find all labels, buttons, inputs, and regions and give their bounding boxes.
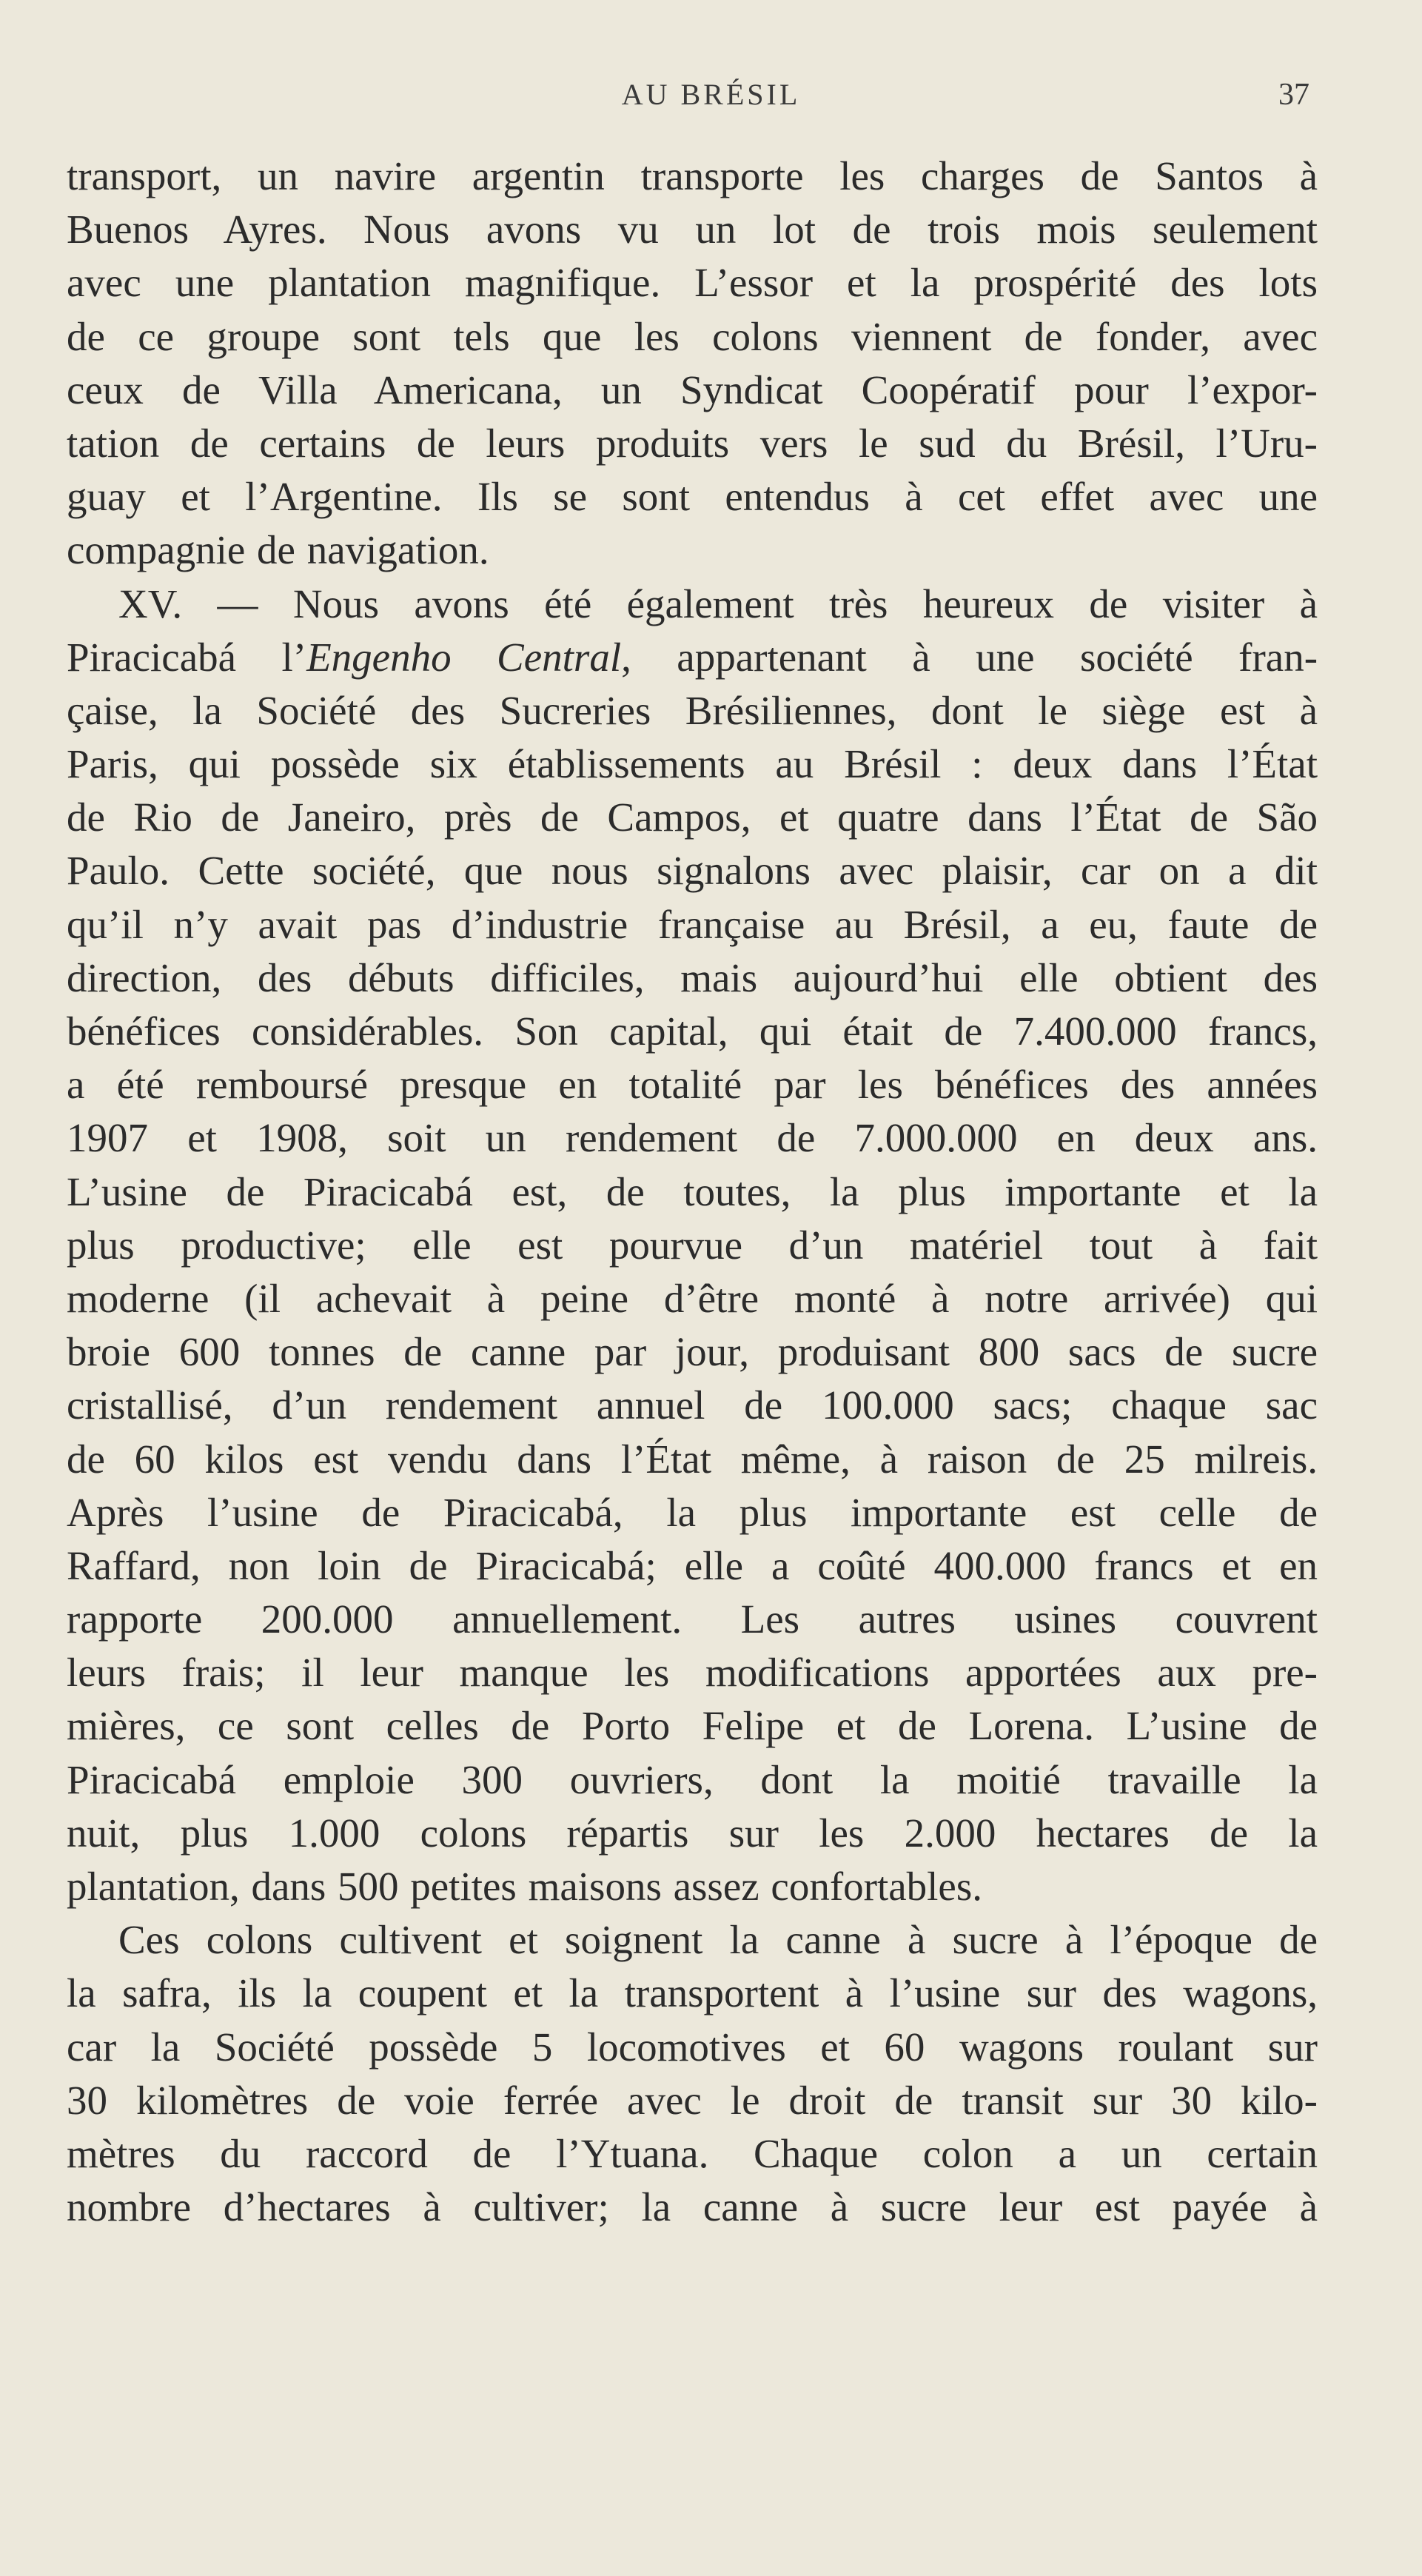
running-title: AU BRÉSIL — [621, 78, 801, 111]
text-line: nombre d’hectares à cultiver; la canne à sucre leur est payée à — [67, 2184, 1318, 2230]
body-text — [67, 150, 1318, 2234]
text-line: bénéfices considérables. Son capital, qui était de 7.400.000 francs, — [67, 1008, 1318, 1054]
text-line: tation de certains de leurs produits vers le sud du Brésil, l’Uru- — [67, 420, 1318, 466]
paragraph-start-line: XV. — Nous avons été également très heureux de visiter à — [118, 581, 1318, 626]
text-line: ceux de Villa Americana, un Syndicat Coopératif pour l’expor- — [67, 367, 1318, 412]
text-line: Après l’usine de Piracicabá, la plus importante est celle de — [67, 1489, 1318, 1535]
text-fragment: , appartenant à une société fran- — [621, 634, 1318, 680]
text-line: çaise, la Société des Sucreries Brésiliennes, dont le siège est à — [67, 687, 1318, 733]
text-line: 30 kilomètres de voie ferrée avec le droit de transit sur 30 kilo- — [67, 2077, 1318, 2123]
text-line: broie 600 tonnes de canne par jour, produisant 800 sacs de sucre — [67, 1329, 1318, 1375]
text-line: Raffard, non loin de Piracicabá; elle a coûté 400.000 francs et en — [67, 1542, 1318, 1588]
italic-term: Engenho Central — [306, 634, 622, 680]
text-line: moderne (il achevait à peine d’être monté à notre arrivée) qui — [67, 1275, 1318, 1321]
text-line: rapporte 200.000 annuellement. Les autres usines couvrent — [67, 1596, 1318, 1642]
text-line: de 60 kilos est vendu dans l’État même, à raison de 25 milreis. — [67, 1436, 1318, 1482]
text-line: avec une plantation magnifique. L’essor et la prospérité des lots — [67, 260, 1318, 306]
text-line: Buenos Ayres. Nous avons vu un lot de trois mois seulement — [67, 207, 1318, 252]
text-line: L’usine de Piracicabá est, de toutes, la plus importante et la — [67, 1168, 1318, 1214]
text-line: Piracicabá emploie 300 ouvriers, dont la moitié travaille la — [67, 1756, 1318, 1802]
text-line: mètres du raccord de l’Ytuana. Chaque colon a un certain — [67, 2130, 1318, 2176]
text-line: car la Société possède 5 locomotives et 60 wagons roulant sur — [67, 2024, 1318, 2070]
text-line: mières, ce sont celles de Porto Felipe et de Lorena. L’usine de — [67, 1703, 1318, 1749]
text-fragment: Piracicabá l’ — [67, 634, 307, 680]
page-number: 37 — [1278, 78, 1309, 112]
text-line: la safra, ils la coupent et la transportent à l’usine sur des wagons, — [67, 1970, 1318, 2016]
text-line: compagnie de navigation. — [67, 527, 489, 573]
text-line: plus productive; elle est pourvue d’un matériel tout à fait — [67, 1222, 1318, 1268]
text-line: guay et l’Argentine. Ils se sont entendus à cet effet avec une — [67, 474, 1318, 520]
running-head — [0, 77, 1422, 121]
text-line: Paulo. Cette société, que nous signalons avec plaisir, car on a dit — [67, 848, 1318, 894]
text-line: a été remboursé presque en totalité par les bénéfices des années — [67, 1062, 1318, 1108]
text-line: leurs frais; il leur manque les modifications apportées aux pre- — [67, 1650, 1318, 1696]
paragraph-start-line: Ces colons cultivent et soignent la canne à sucre à l’époque de — [118, 1917, 1318, 1963]
text-line: de ce groupe sont tels que les colons viennent de fonder, avec — [67, 313, 1318, 359]
text-line-with-italic — [67, 631, 1318, 684]
text-line: plantation, dans 500 petites maisons assez confortables. — [67, 1864, 982, 1909]
text-line: 1907 et 1908, soit un rendement de 7.000.000 en deux ans. — [67, 1115, 1318, 1161]
text-line: direction, des débuts difficiles, mais aujourd’hui elle obtient des — [67, 954, 1318, 1000]
text-line: transport, un navire argentin transporte les charges de Santos à — [67, 153, 1318, 198]
text-line: cristallisé, d’un rendement annuel de 100.000 sacs; chaque sac — [67, 1382, 1318, 1428]
text-line: Paris, qui possède six établissements au Brésil : deux dans l’État — [67, 741, 1318, 787]
text-line: qu’il n’y avait pas d’industrie française au Brésil, a eu, faute de — [67, 901, 1318, 947]
text-line: de Rio de Janeiro, près de Campos, et quatre dans l’État de São — [67, 794, 1318, 840]
text-line: nuit, plus 1.000 colons répartis sur les 2.000 hectares de la — [67, 1810, 1318, 1856]
